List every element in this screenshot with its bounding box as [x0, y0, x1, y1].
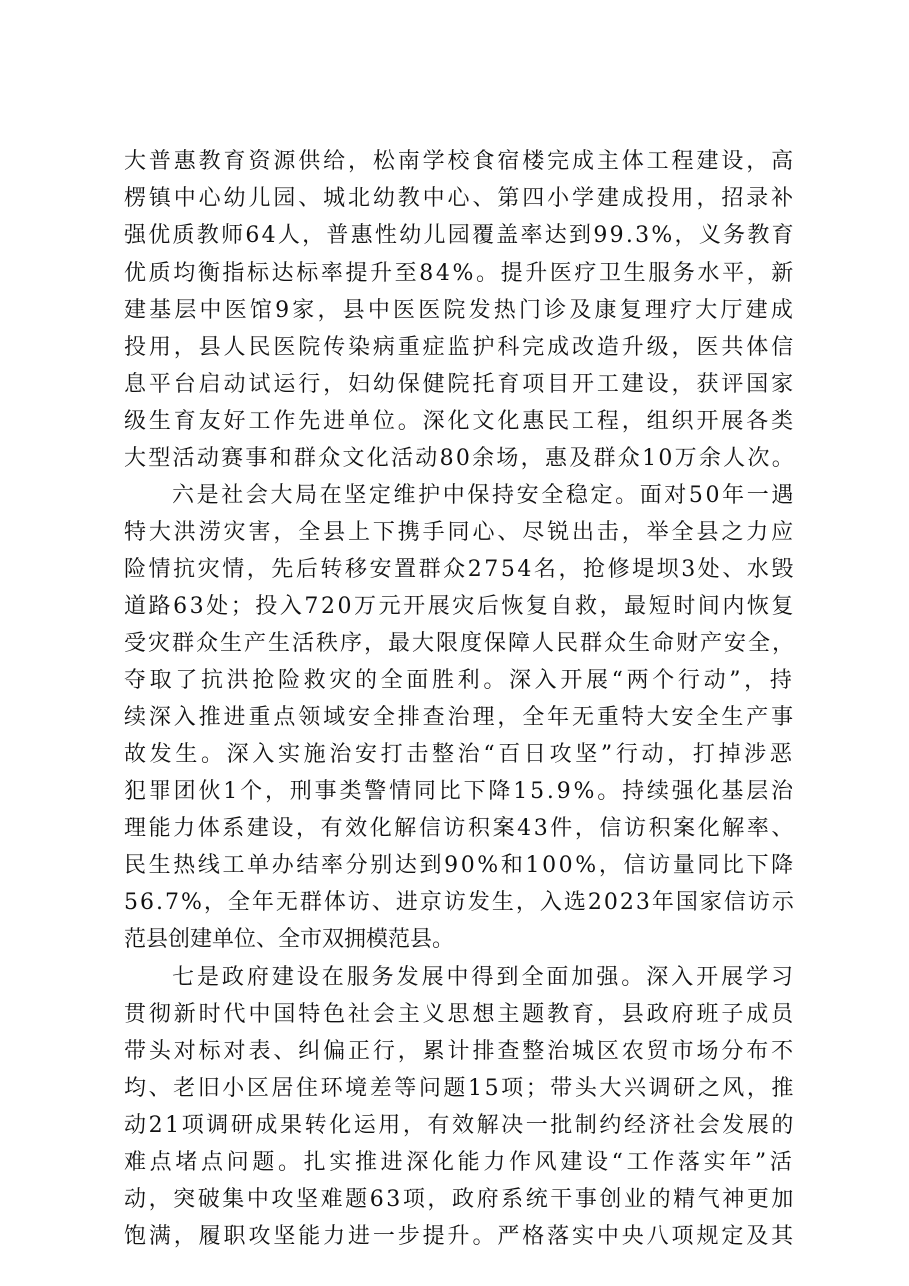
text-line: 楞镇中心幼儿园、城北幼教中心、第四小学建成投用，招录补	[124, 186, 797, 211]
paragraph-first-line: 七是政府建设在服务发展中得到全面加强。深入开展学习	[172, 965, 797, 990]
text-line: 特大洪涝灾害，全县上下携手同心、尽锐出击，举全县之力应	[124, 520, 797, 545]
text-line: 难点堵点问题。扎实推进深化能力作风建设“工作落实年”活	[124, 1150, 796, 1175]
text-line: 夺取了抗洪抢险救灾的全面胜利。深入开展“两个行动”，持	[124, 668, 796, 693]
paragraph-first-line: 六是社会大局在坚定维护中保持安全稳定。面对50年一遇	[172, 483, 796, 508]
text-line: 带头对标对表、纠偏正行，累计排查整治城区农贸市场分布不	[124, 1039, 797, 1064]
paragraph-last-line: 范县创建单位、全市双拥模范县。	[124, 927, 455, 952]
text-line: 大普惠教育资源供给，松南学校食宿楼完成主体工程建设，高	[124, 149, 797, 174]
text-line: 饱满，履职攻坚能力进一步提升。严格落实中央八项规定及其	[124, 1224, 797, 1249]
text-line: 犯罪团伙1个，刑事类警情同比下降15.9%。持续强化基层治	[124, 779, 796, 804]
text-line: 建基层中医馆9家，县中医医院发热门诊及康复理疗大厅建成	[124, 298, 796, 323]
text-line: 民生热线工单办结率分别达到90%和100%，信访量同比下降	[124, 853, 796, 878]
text-line: 受灾群众生产生活秩序，最大限度保障人民群众生命财产安全，	[124, 631, 797, 656]
text-line: 强优质教师64人，普惠性幼儿园覆盖率达到99.3%，义务教育	[124, 223, 796, 248]
text-line: 大型活动赛事和群众文化活动80余场，惠及群众10万余人次。	[124, 446, 796, 471]
text-line: 动21项调研成果转化运用，有效解决一批制约经济社会发展的	[124, 1113, 796, 1138]
text-line: 动，突破集中攻坚难题63项，政府系统干事创业的精气神更加	[124, 1187, 796, 1212]
text-line: 续深入推进重点领域安全排查治理，全年无重特大安全生产事	[124, 705, 797, 730]
text-line: 故发生。深入实施治安打击整治“百日攻坚”行动，打掉涉恶	[124, 742, 796, 767]
text-line: 投用，县人民医院传染病重症监护科完成改造升级，医共体信	[124, 335, 797, 360]
text-line: 道路63处；投入720万元开展灾后恢复自救，最短时间内恢复	[124, 594, 796, 619]
text-line: 均、老旧小区居住环境差等问题15项；带头大兴调研之风，推	[124, 1076, 796, 1101]
text-line: 优质均衡指标达标率提升至84%。提升医疗卫生服务水平，新	[124, 261, 796, 286]
text-line: 贯彻新时代中国特色社会主义思想主题教育，县政府班子成员	[124, 1002, 797, 1027]
text-line: 理能力体系建设，有效化解信访积案43件，信访积案化解率、	[124, 816, 796, 841]
text-line: 级生育友好工作先进单位。深化文化惠民工程，组织开展各类	[124, 409, 797, 434]
text-line: 56.7%，全年无群体访、进京访发生，入选2023年国家信访示	[124, 890, 796, 915]
text-line: 息平台启动试运行，妇幼保健院托育项目开工建设，获评国家	[124, 372, 797, 397]
text-line: 险情抗灾情，先后转移安置群众2754名，抢修堤坝3处、水毁	[124, 557, 796, 582]
